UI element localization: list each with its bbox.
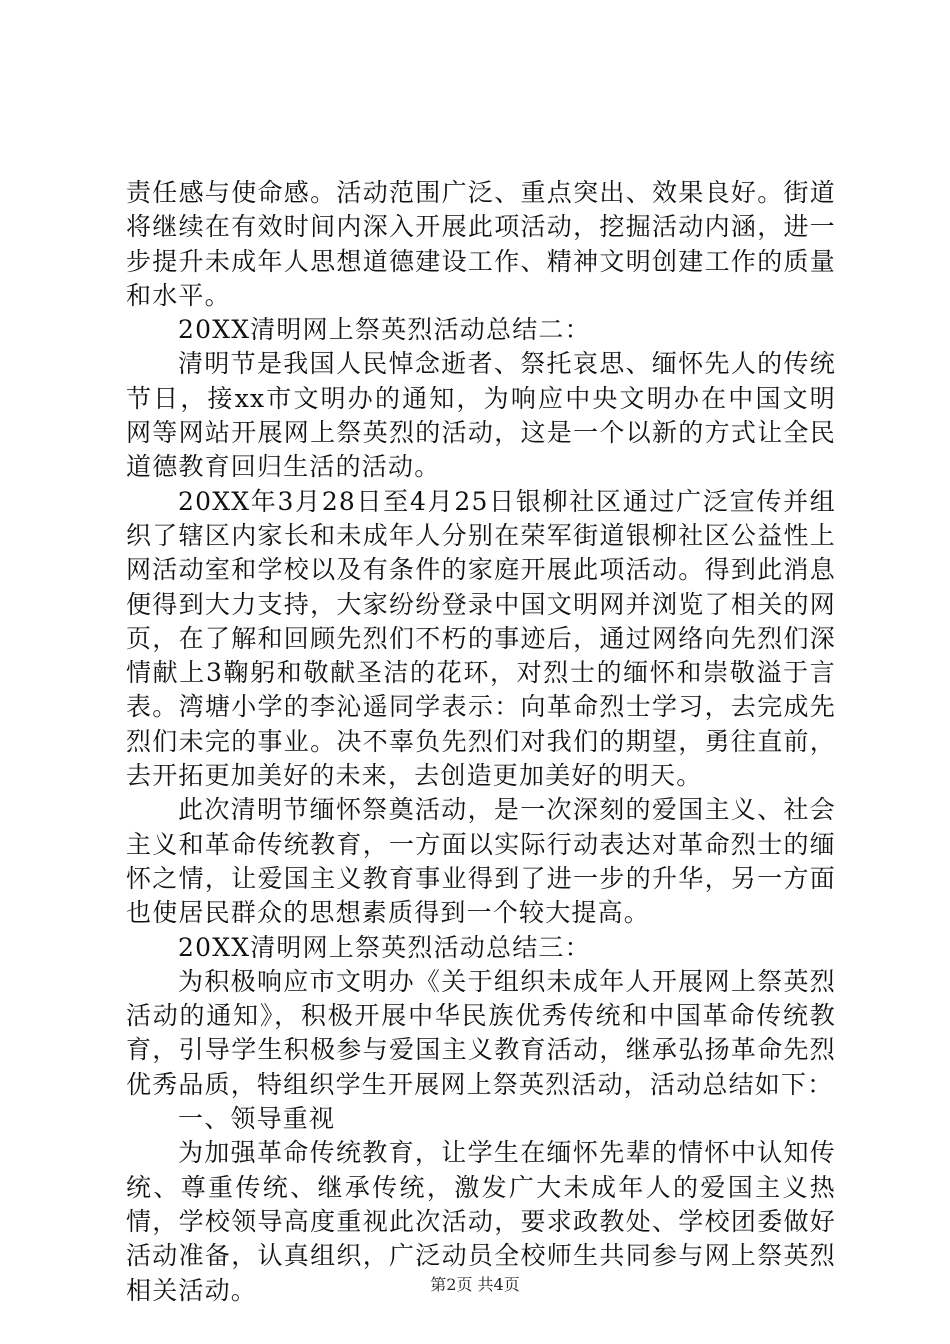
- paragraph-intro-continuation: 责任感与使命感。活动范围广泛、重点突出、效果良好。街道将继续在有效时间内深入开展此项活动，挖掘活动内涵，进一步提升未成年人思想道德建设工作、精神文明创建工作的质量和水平。: [126, 178, 836, 310]
- section-heading-summary-two: 20XX清明网上祭英烈活动总结二：: [178, 315, 591, 345]
- paragraph-leadership-details: 为加强革命传统教育，让学生在缅怀先辈的情怀中认知传统、尊重传统、继承传统，激发广大未成年人的爱国主义热情，学校领导高度重视此次活动，要求政教处、学校团委做好活动准备，认真组织，广泛动员全校师生共同参与网上祭英烈相关活动。: [126, 1138, 836, 1305]
- section-heading-summary-three: 20XX清明网上祭英烈活动总结三：: [178, 932, 591, 962]
- paragraph-school-response: 为积极响应市文明办《关于组织未成年人开展网上祭英烈活动的通知》，积极开展中华民族优秀传统和中国革命传统教育，引导学生积极参与爱国主义教育活动，继承弘扬革命先烈优秀品质，特组织学生开展网上祭英烈活动，活动总结如下：: [126, 966, 836, 1099]
- paragraph-community-activity: 20XX年3月28日至4月25日银柳社区通过广泛宣传并组织了辖区内家长和未成年人分别在荣军街道银柳社区公益性上网活动室和学校以及有条件的家庭开展此项活动。得到此消息便得到大力支持，大家纷纷登录中国文明网并浏览了相关的网页，在了解和回顾先烈们不朽的事迹后，通过网络向先烈们深情献上3鞠躬和敬献圣洁的花环，对烈士的缅怀和崇敬溢于言表。湾塘小学的李沁遥同学表示：向革命烈士学习，去完成先烈们未完的事业。决不辜负先烈们对我们的期望，勇往直前，去开拓更加美好的未来，去创造更加美好的明天。: [126, 486, 836, 791]
- page-footer: 第2页 共4页: [430, 1275, 520, 1294]
- paragraph-patriotic-education: 此次清明节缅怀祭奠活动，是一次深刻的爱国主义、社会主义和革命传统教育，一方面以实际行动表达对革命烈士的缅怀之情，让爱国主义教育事业得到了进一步的升华，另一方面也使居民群众的思想素质得到一个较大提高。: [126, 795, 836, 928]
- subheading-leadership: 一、领导重视: [178, 1104, 336, 1134]
- paragraph-qingming-festival: 清明节是我国人民悼念逝者、祭托哀思、缅怀先人的传统节日，接xx市文明办的通知，为响应中央文明办在中国文明网等网站开展网上祭英烈的活动，这是一个以新的方式让全民道德教育回归生活的活动。: [126, 349, 836, 482]
- document-body: [126, 176, 836, 1308]
